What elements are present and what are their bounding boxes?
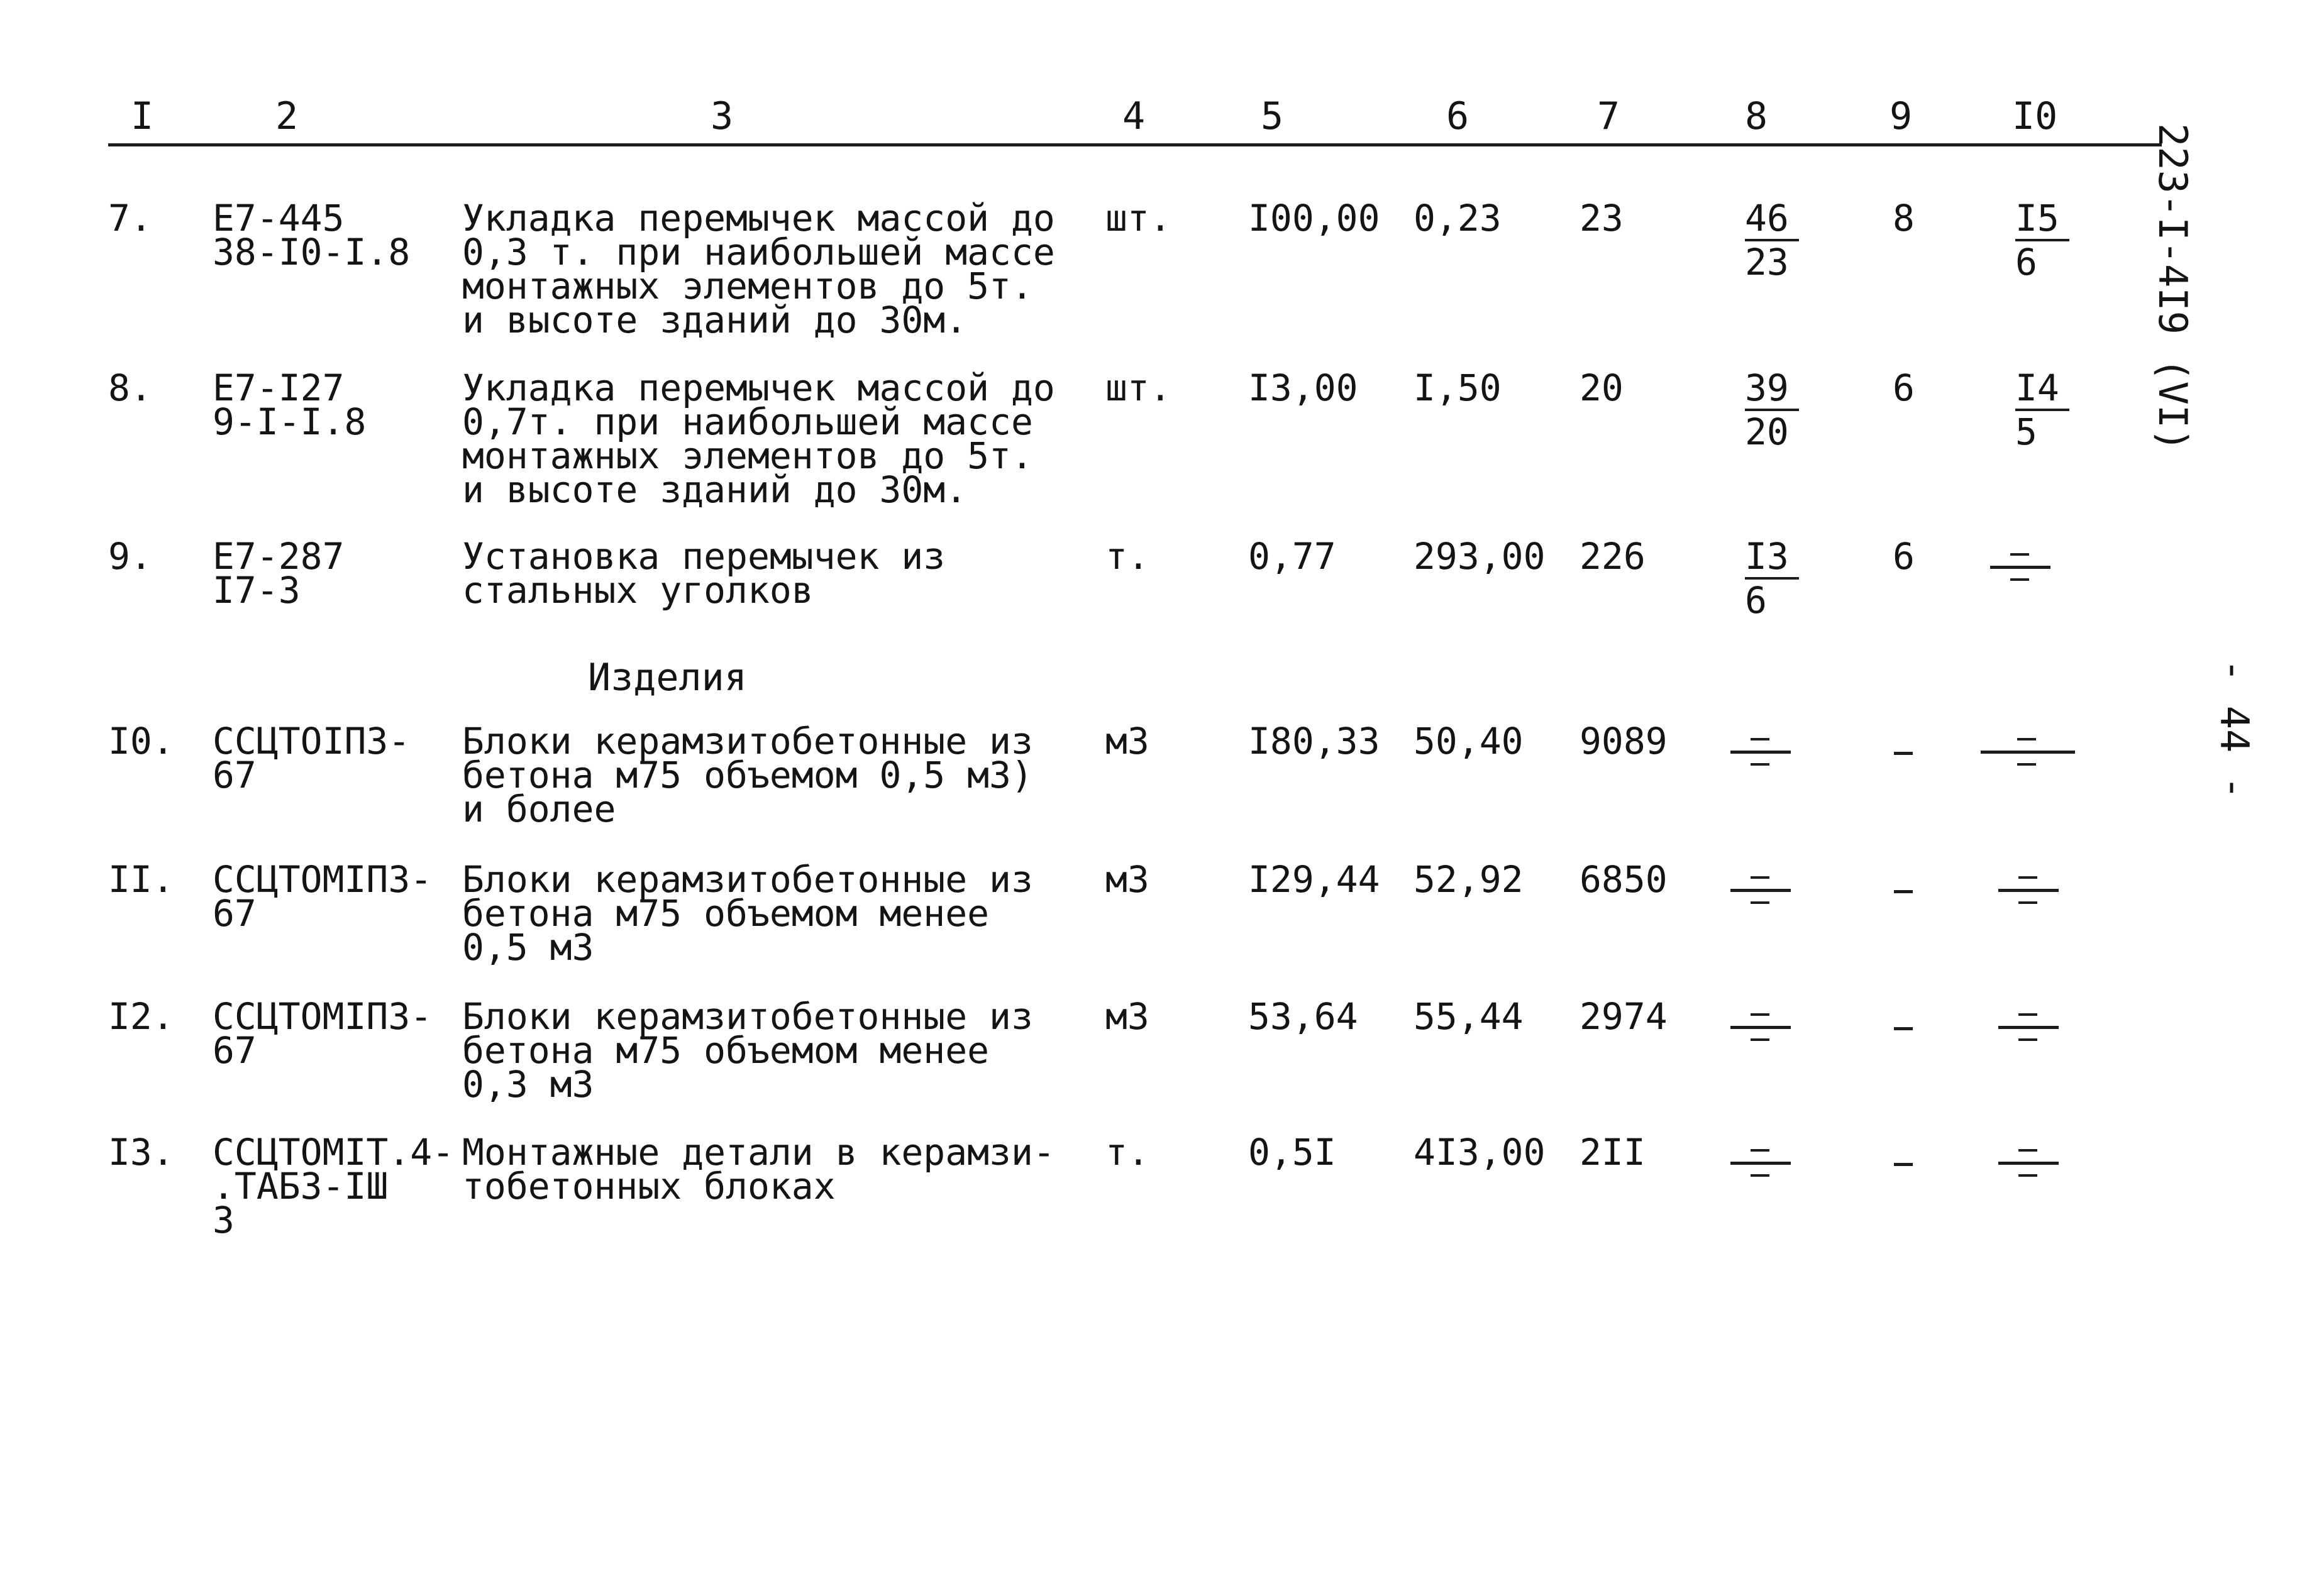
table-row: [0, 366, 2302, 534]
unit-price: 4I3,00: [1414, 1131, 1546, 1174]
unit: т.: [1105, 535, 1149, 578]
document-code: 223-I-4I9 (VI): [2150, 123, 2196, 452]
col8-fraction: [1745, 535, 1799, 622]
column-header-9: 9: [1890, 94, 1913, 138]
column-header-10: I0: [2012, 94, 2058, 138]
quantity: I80,33: [1248, 720, 1380, 762]
work-description: Установка перемычек из стальных уголков: [462, 535, 946, 612]
unit: м3: [1105, 995, 1149, 1038]
column-header-1: I: [131, 94, 154, 138]
col10-numerator: I5: [2015, 201, 2069, 241]
unit-price: 293,00: [1414, 535, 1546, 578]
col9-value: 6: [1893, 366, 1915, 409]
col8-fraction: [1745, 366, 1799, 453]
total-cost: 9089: [1580, 720, 1668, 762]
col8-denominator: 6: [1745, 579, 1767, 622]
column-header-7: 7: [1597, 94, 1620, 138]
col9-value: 8: [1893, 197, 1915, 239]
row-number: 9.: [108, 535, 152, 578]
work-description: Блоки керамзитобетонные из бетона м75 объемом 0,5 м3) и более: [462, 720, 1033, 830]
column-header-3: 3: [711, 94, 734, 138]
norm-code: E7-I27 9-I-I.8: [213, 366, 367, 443]
col8-numerator: I3: [1745, 539, 1799, 580]
col10-numerator: I4: [2015, 371, 2069, 411]
col10-fraction: [2015, 366, 2069, 453]
col9-dash: [1894, 1163, 1913, 1166]
column-header-5: 5: [1261, 94, 1284, 138]
total-cost: 226: [1580, 535, 1646, 578]
col8-dash-fraction: [1730, 1135, 1791, 1192]
row-number: I2.: [108, 995, 174, 1038]
quantity: I3,00: [1248, 366, 1358, 409]
total-cost: 6850: [1580, 858, 1668, 901]
work-description: Монтажные детали в керамзи- тобетонных блоках: [462, 1131, 1055, 1208]
col9-dash: [1894, 890, 1913, 893]
col9-dash: [1894, 752, 1913, 755]
col10-denominator: 5: [2015, 410, 2037, 453]
col10-dash-fraction: [1981, 724, 2075, 781]
col8-fraction: [1745, 197, 1799, 283]
column-header-8: 8: [1745, 94, 1768, 138]
unit: шт.: [1105, 366, 1171, 409]
unit-price: 55,44: [1414, 995, 1524, 1038]
col8-numerator: 46: [1745, 201, 1799, 241]
col8-dash-fraction: [1730, 724, 1791, 781]
col9-dash: [1894, 1027, 1913, 1030]
column-header-4: 4: [1122, 94, 1146, 138]
row-number: 8.: [108, 366, 152, 409]
norm-code: E7-445 38-I0-I.8: [213, 197, 411, 273]
unit-price: I,50: [1414, 366, 1502, 409]
unit: м3: [1105, 720, 1149, 762]
unit: м3: [1105, 858, 1149, 901]
work-description: Блоки керамзитобетонные из бетона м75 объемом менее 0,3 м3: [462, 995, 1033, 1106]
quantity: 0,77: [1248, 535, 1336, 578]
col8-denominator: 23: [1745, 241, 1789, 283]
col10-dash-fraction: [1998, 1135, 2059, 1192]
quantity: I29,44: [1248, 858, 1380, 901]
norm-code: ССЦТОМIП3- 67: [213, 858, 433, 935]
work-description: Укладка перемычек массой до 0,7т. при наибольшей массе монтажных элементов до 5т. и высоте зданий до 30м.: [462, 366, 1055, 511]
page-number: - 44 -: [2211, 659, 2257, 800]
col10-dash-fraction: [1998, 999, 2059, 1056]
total-cost: 2II: [1580, 1131, 1646, 1174]
col10-dash-fraction: [1998, 862, 2059, 919]
unit-price: 0,23: [1414, 197, 1502, 239]
col10-fraction: [2015, 197, 2069, 283]
quantity: 53,64: [1248, 995, 1358, 1038]
unit-price: 50,40: [1414, 720, 1524, 762]
row-number: II.: [108, 858, 174, 901]
quantity: 0,5I: [1248, 1131, 1336, 1174]
norm-code: ССЦТОМIТ.4- .ТАБ3-IШ 3: [213, 1131, 455, 1241]
col10-denominator: 6: [2015, 241, 2037, 283]
work-description: Блоки керамзитобетонные из бетона м75 объемом менее 0,5 м3: [462, 858, 1033, 969]
table-row: [0, 535, 2302, 703]
total-cost: 2974: [1580, 995, 1668, 1038]
col10-dash-fraction: [1990, 539, 2050, 596]
col8-numerator: 39: [1745, 371, 1799, 411]
col8-dash-fraction: [1730, 999, 1791, 1056]
header-rule: [108, 143, 2162, 146]
col8-dash-fraction: [1730, 862, 1791, 919]
norm-code: ССЦТОIП3- 67: [213, 720, 411, 796]
unit-price: 52,92: [1414, 858, 1524, 901]
col9-value: 6: [1893, 535, 1915, 578]
norm-code: E7-287 I7-3: [213, 535, 345, 612]
unit: шт.: [1105, 197, 1171, 239]
total-cost: 23: [1580, 197, 1624, 239]
table-row: [0, 1131, 2302, 1299]
norm-code: ССЦТОМIП3- 67: [213, 995, 433, 1072]
unit: т.: [1105, 1131, 1149, 1174]
total-cost: 20: [1580, 366, 1624, 409]
work-description: Укладка перемычек массой до 0,3 т. при наибольшей массе монтажных элементов до 5т. и высоте зданий до 30м.: [462, 197, 1055, 341]
row-number: I3.: [108, 1131, 174, 1174]
column-header-2: 2: [275, 94, 299, 138]
quantity: I00,00: [1248, 197, 1380, 239]
section-title: Изделия: [588, 656, 747, 700]
column-header-6: 6: [1446, 94, 1469, 138]
col8-denominator: 20: [1745, 410, 1789, 453]
row-number: I0.: [108, 720, 174, 762]
row-number: 7.: [108, 197, 152, 239]
